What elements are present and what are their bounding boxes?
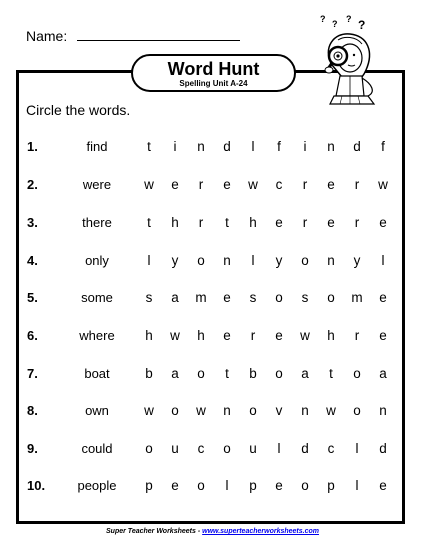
question-mark-1: ? — [320, 14, 326, 24]
letter-cell[interactable]: o — [249, 403, 257, 418]
target-word: boat — [84, 366, 110, 381]
letter-cell[interactable]: u — [249, 441, 257, 456]
letter-cell[interactable]: h — [249, 215, 257, 230]
target-word: could — [81, 441, 113, 456]
question-mark-3: ? — [346, 14, 352, 24]
letter-cell[interactable]: e — [379, 328, 387, 343]
letter-cell[interactable]: w — [326, 403, 336, 418]
letter-cell[interactable]: a — [171, 366, 179, 381]
letter-cell[interactable]: r — [354, 328, 360, 343]
puzzle-row — [0, 177, 425, 197]
letter-cell[interactable]: h — [171, 215, 179, 230]
letter-cell[interactable]: t — [329, 366, 333, 381]
letter-cell[interactable]: l — [277, 441, 281, 456]
letter-cell[interactable]: e — [379, 290, 387, 305]
row-number: 6. — [27, 328, 38, 343]
letter-cell[interactable]: e — [379, 478, 387, 493]
letter-cell[interactable]: p — [327, 478, 335, 493]
letter-cell[interactable]: b — [145, 366, 153, 381]
letter-cell[interactable]: r — [198, 177, 204, 192]
letter-cell[interactable]: h — [197, 328, 205, 343]
letter-cell[interactable]: o — [197, 253, 205, 268]
letter-cell[interactable]: l — [147, 253, 151, 268]
worksheet-subtitle: Spelling Unit A-24 — [179, 79, 248, 88]
letter-cell[interactable]: o — [353, 366, 361, 381]
letter-cell[interactable]: s — [301, 290, 309, 305]
letter-cell[interactable]: i — [303, 139, 307, 154]
letter-cell[interactable]: l — [251, 253, 255, 268]
letter-cell[interactable]: f — [381, 139, 385, 154]
title-box — [131, 54, 296, 92]
row-number: 8. — [27, 403, 38, 418]
letter-cell[interactable]: l — [251, 139, 255, 154]
letter-cell[interactable]: o — [327, 290, 335, 305]
target-word: only — [85, 253, 109, 268]
letter-cell[interactable]: l — [355, 478, 359, 493]
letter-cell[interactable]: y — [171, 253, 179, 268]
letter-cell[interactable]: v — [275, 403, 283, 418]
target-word: were — [82, 177, 112, 192]
letter-cell[interactable]: d — [353, 139, 361, 154]
letter-cell[interactable]: e — [171, 478, 179, 493]
letter-cell[interactable]: o — [301, 478, 309, 493]
letter-cell[interactable]: t — [225, 366, 229, 381]
row-number: 5. — [27, 290, 38, 305]
puzzle-row — [0, 215, 425, 235]
puzzle-row — [0, 478, 425, 498]
letter-cell[interactable]: c — [327, 441, 335, 456]
letter-cell[interactable]: r — [250, 328, 256, 343]
letter-cell[interactable]: n — [301, 403, 309, 418]
letter-cell[interactable]: r — [302, 177, 308, 192]
letter-cell[interactable]: b — [249, 366, 257, 381]
question-mark-2: ? — [332, 19, 338, 29]
letter-cell[interactable]: t — [147, 215, 151, 230]
row-number: 1. — [27, 139, 38, 154]
letter-cell[interactable]: l — [225, 478, 229, 493]
name-label: Name: — [26, 28, 68, 44]
puzzle-row — [0, 253, 425, 273]
letter-cell[interactable]: n — [223, 403, 231, 418]
letter-cell[interactable]: h — [327, 328, 335, 343]
letter-cell[interactable]: o — [171, 403, 179, 418]
letter-cell[interactable]: o — [275, 290, 283, 305]
letter-cell[interactable]: o — [275, 366, 283, 381]
letter-cell[interactable]: e — [171, 177, 179, 192]
letter-cell[interactable]: d — [379, 441, 387, 456]
row-number: 2. — [27, 177, 38, 192]
letter-cell[interactable]: t — [225, 215, 229, 230]
target-word: people — [77, 478, 117, 493]
footer-brand: Super Teacher Worksheets — [106, 528, 196, 535]
letter-cell[interactable]: e — [223, 290, 231, 305]
letter-cell[interactable]: c — [275, 177, 283, 192]
letter-cell[interactable]: y — [353, 253, 361, 268]
letter-cell[interactable]: n — [379, 403, 387, 418]
letter-cell[interactable]: s — [145, 290, 153, 305]
question-mark-4: ? — [358, 18, 366, 32]
target-word: some — [81, 290, 113, 305]
letter-cell[interactable]: n — [327, 139, 335, 154]
letter-cell[interactable]: p — [145, 478, 153, 493]
letter-cell[interactable]: h — [145, 328, 153, 343]
letter-cell[interactable]: l — [381, 253, 385, 268]
letter-cell[interactable]: o — [301, 253, 309, 268]
row-number: 3. — [27, 215, 38, 230]
letter-cell[interactable]: a — [301, 366, 309, 381]
letter-cell[interactable]: o — [223, 441, 231, 456]
letter-cell[interactable]: f — [277, 139, 281, 154]
puzzle-row — [0, 328, 425, 348]
letter-cell[interactable]: o — [197, 366, 205, 381]
worksheet-title: Word Hunt — [167, 59, 260, 79]
row-number: 9. — [27, 441, 38, 456]
puzzle-row — [0, 290, 425, 310]
letter-cell[interactable]: o — [197, 478, 205, 493]
letter-cell[interactable]: n — [327, 253, 335, 268]
letter-cell[interactable]: e — [275, 478, 283, 493]
letter-cell[interactable]: e — [223, 177, 231, 192]
letter-cell[interactable]: a — [379, 366, 387, 381]
footer-separator: - — [197, 528, 201, 535]
girl-with-magnifying-glass-icon — [302, 10, 392, 105]
letter-cell[interactable]: t — [147, 139, 151, 154]
target-word: own — [85, 403, 109, 418]
letter-cell[interactable]: r — [302, 215, 308, 230]
letter-cell[interactable]: o — [145, 441, 153, 456]
letter-cell[interactable]: i — [173, 139, 177, 154]
letter-cell[interactable]: l — [355, 441, 359, 456]
letter-cell[interactable]: r — [354, 177, 360, 192]
instructions: Circle the words. — [26, 102, 131, 118]
letter-cell[interactable]: w — [248, 177, 258, 192]
puzzle-row — [0, 441, 425, 461]
letter-cell[interactable]: o — [353, 403, 361, 418]
target-word: there — [82, 215, 112, 230]
name-line[interactable] — [77, 40, 240, 41]
letter-cell[interactable]: p — [249, 478, 257, 493]
letter-cell[interactable]: w — [144, 177, 154, 192]
letter-cell[interactable]: u — [171, 441, 179, 456]
target-word: find — [86, 139, 108, 154]
letter-cell[interactable]: w — [144, 403, 154, 418]
puzzle-row — [0, 403, 425, 423]
letter-cell[interactable]: a — [171, 290, 179, 305]
letter-cell[interactable]: w — [170, 328, 180, 343]
row-number: 4. — [27, 253, 38, 268]
letter-cell[interactable]: n — [223, 253, 231, 268]
letter-cell[interactable]: e — [327, 215, 335, 230]
target-word: where — [79, 328, 115, 343]
letter-cell[interactable]: d — [301, 441, 309, 456]
row-number: 10. — [27, 478, 46, 493]
letter-cell[interactable]: y — [275, 253, 283, 268]
row-number: 7. — [27, 366, 38, 381]
letter-cell[interactable]: s — [249, 290, 257, 305]
letter-cell[interactable]: r — [198, 215, 204, 230]
letter-cell[interactable]: w — [378, 177, 388, 192]
footer — [0, 528, 425, 535]
letter-cell[interactable]: e — [275, 328, 283, 343]
letter-cell[interactable]: w — [300, 328, 310, 343]
letter-cell[interactable]: e — [223, 328, 231, 343]
letter-cell[interactable]: e — [327, 177, 335, 192]
footer-link[interactable]: www.superteacherworksheets.com — [202, 528, 319, 535]
letter-cell[interactable]: e — [275, 215, 283, 230]
puzzle-row — [0, 139, 425, 159]
letter-cell[interactable]: m — [195, 290, 207, 305]
letter-cell[interactable]: d — [223, 139, 231, 154]
letter-cell[interactable]: n — [197, 139, 205, 154]
letter-cell[interactable]: m — [351, 290, 363, 305]
puzzle-row — [0, 366, 425, 386]
letter-cell[interactable]: r — [354, 215, 360, 230]
letter-cell[interactable]: e — [379, 215, 387, 230]
letter-cell[interactable]: w — [196, 403, 206, 418]
letter-cell[interactable]: c — [197, 441, 205, 456]
